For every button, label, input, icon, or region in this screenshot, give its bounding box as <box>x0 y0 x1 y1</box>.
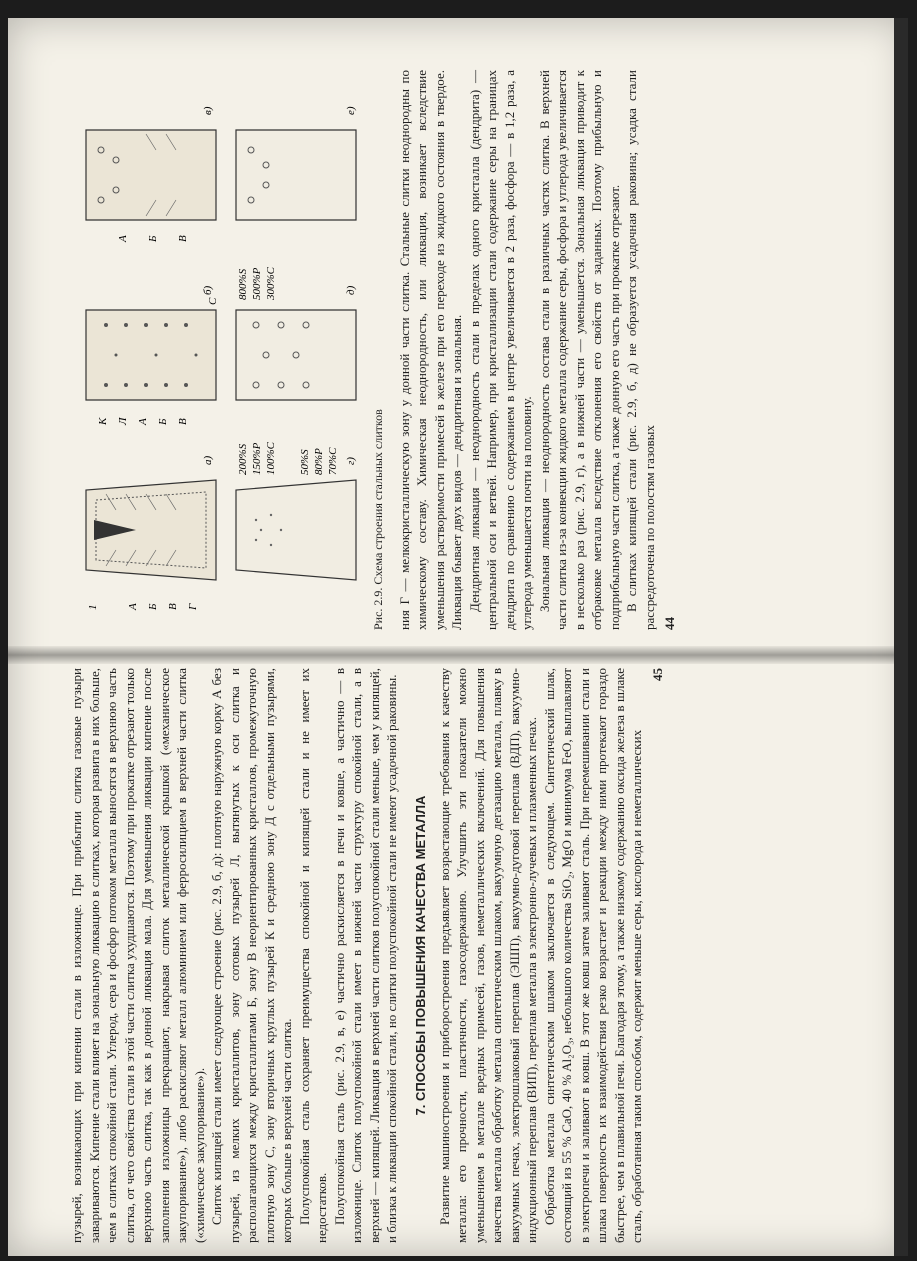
paragraph-45-1: пузырей, возникающих при кипении стали в изложнице. При прибытии слитка газовые пузыри завариваются. Кипение стали влияет на зональную ликвацию в слитках, которая развита в них больше, чем в слитках спокойной стали. Углерод, сера и фосфор потоком металла выносятся в верхнюю часть слитка, от чего свойства стали в этой части слитка ухудшаются. Поэтому при прокатке отрезают только верхнюю часть слитка, так как в донной ликвация мала. Для уменьшения ликвации кипение после заполнения изложницы прекращают, накрывая слиток металлической крышкой («механическое закупоривание»), либо раскисляют металл алюминием или ферросилицием в верхней части слитка («химическое закупоривание»). <box>69 668 207 1243</box>
annotation-g-P-mid: 80%P <box>313 448 325 475</box>
page-number-45: 45 <box>649 668 665 681</box>
panel-label-g: г) <box>345 457 357 465</box>
annotation-g-S-top: 200%S <box>237 443 249 475</box>
zone-label-b-V: В <box>177 418 189 425</box>
zone-label-a-1: 1 <box>87 604 99 610</box>
zone-label-c-B: Б <box>147 235 159 242</box>
ingot-g <box>236 480 356 580</box>
annotation-d-P: 500%P <box>251 267 263 300</box>
page-44 <box>66 70 677 630</box>
zone-label-b-K: К <box>97 417 109 425</box>
figure-caption: Рис. 2.9. Схема строения стальных слитков <box>371 409 385 630</box>
annotation-g-C-mid: 70%C <box>327 447 339 475</box>
paragraph-44-2: Дендритная ликвация — неоднородность стали в пределах одного кристалла (дендрита) — центральной оси и ветвей. Например, при кристаллизации стали содержание серы на границах дендрита по сравнению с содержанием в центре увеличивается в 2 раза, фосфора — в 1,2 раза, а углерода уменьшается почти на половину. <box>466 70 534 630</box>
panel-label-d: д) <box>345 285 357 295</box>
ingot-diagram <box>66 70 366 630</box>
paragraph-45-5: Развитие машиностроения и приборостроения предъявляет возрастающие требования к качеству металла: его прочности, пластичности, газосодержанию. Улучшить эти показатели можно уменьшением в металле вредных примесей, газов, неметаллических включений. Для повышения качества металла обработку металла синтетическим шлаком, вакуумную дегазацию металла, плавку в вакуумных печах, электрошлаковый переплав (ЭШП), вакуумно-дуговой переплав (ВДП), вакуумно-индукционный переплав (ВИП), переплав металла в электронно-лучевых и плазменных печах. <box>436 668 539 1243</box>
page-fold-shadow <box>8 646 908 664</box>
ingot-b <box>86 310 216 400</box>
zone-label-b-B: Б <box>157 418 169 425</box>
paragraph-45-6: Обработка металла синтетическим шлаком заключается в следующем. Синтетический шлак, состоящий из 55 % CaO, 40 % Al₂O₃, небольшого количества SiO₂, MgO и минимума FeO, выплавляют в электропечи и заливают в ковш. В этот же ковш затем заливают сталь. При перемешивании стали и шлака поверхность их взаимодействия резко возрастает и реакции между ними протекают гораздо быстрее, чем в плавильной печи. Благодаря этому, а также низкому содержанию оксида железа в шлаке сталь, обработанная таким способом, содержит меньше серы, кислорода и неметаллических <box>541 668 644 1243</box>
annotation-g-S-mid: 50%S <box>299 449 311 475</box>
page-45 <box>68 668 868 1243</box>
panel-label-b: б) <box>202 285 214 295</box>
panel-label-e: е) <box>345 106 357 115</box>
zone-label-a-G: Г <box>187 603 199 610</box>
scan-dark-edge <box>894 18 908 1256</box>
section-heading: 7. СПОСОБЫ ПОВЫШЕНИЯ КАЧЕСТВА МЕТАЛЛА <box>412 795 428 1116</box>
annotation-g-C-top: 100%C <box>265 442 277 475</box>
paragraph-44-4: В слитках кипящей стали (рис. 2.9, б, д) не образуется усадочная раковина; усадка стали рассредоточена по полостям газовых <box>624 70 657 630</box>
paragraph-44-3: Зональная ликвация — неоднородность состава стали в различных частях слитка. В верхней части слитка из-за конвекции жидкого металла содержание серы, фосфора и углерода увеличивается в несколько раз (рис. 2.9, г), а в нижней части — уменьшается. Зональная ликвация приводит к отбраковке металла вследствие отклонения его свойств от заданных. Поэтому прибыльную и подприбыльную части слитка, а также донную его часть при прокатке отрезают. <box>536 70 622 630</box>
zone-label-b-L: Л <box>117 417 129 425</box>
ingot-a <box>86 480 216 580</box>
book-spread <box>8 18 908 1256</box>
zone-label-a-A: А <box>127 603 139 610</box>
side-label-d: С <box>207 297 219 305</box>
annotation-g-P-top: 150%P <box>251 442 263 475</box>
panel-label-a: а) <box>202 455 214 465</box>
zone-label-a-B: Б <box>147 603 159 610</box>
paragraph-45-3: Полуспокойная сталь сохраняет преимущества спокойной и кипящей стали и не имеет их недостатков. <box>296 668 329 1243</box>
zone-label-c-V: В <box>177 235 189 242</box>
zone-label-c-A: А <box>117 235 129 242</box>
paragraph-45-4: Полуспокойная сталь (рис. 2.9, в, е) частично раскисляется в печи и ковше, а частично — в изложнице. Слиток полуспокойной стали имеет в нижней части структуру спокойной стали, а в верхней — кипящей. Ликвация в верхней части слитков полуспокойной стали меньше, чем у кипящей, и близка к ликвации спокойной стали, но слитки полуспокойной стали не имеют усадочной раковины. <box>331 668 399 1243</box>
annotation-d-C: 300%C <box>265 267 277 300</box>
ingot-e <box>236 130 356 220</box>
annotation-d-S: 800%S <box>237 268 249 300</box>
ingot-d <box>236 310 356 400</box>
zone-label-a-V: В <box>167 603 179 610</box>
ingot-c <box>86 130 216 220</box>
zone-label-b-A: А <box>137 418 149 425</box>
panel-label-c: в) <box>202 106 214 115</box>
paragraph-45-2: Слиток кипящей стали имеет следующее строение (рис. 2.9, б, д): плотную наружную корку А без пузырей, из мелких кристаллитов, зону сотовых пузырей Л, вытянутых к оси слитка и располагающихся между кристаллитами Б, зону В неориентированных кристаллов, промежуточную плотную зону С, зону вторичных круглых пузырей К и среднюю зону Д с отдельными пузырями, которых больше в верхней части слитка. <box>209 668 294 1243</box>
paragraph-44-1: ния Г — мелкокристаллическую зону у донной части слитка. Стальные слитки неоднородны по химическому составу. Химическая неоднородность, или ликвация, возникает вследствие уменьшения растворимости примесей в железе при его переходе из жидкого состояния в твердое. Ликвация бывает двух видов — дендритная и зональная. <box>396 70 464 630</box>
page-number-44: 44 <box>662 617 677 630</box>
ingot-figure <box>66 70 366 630</box>
